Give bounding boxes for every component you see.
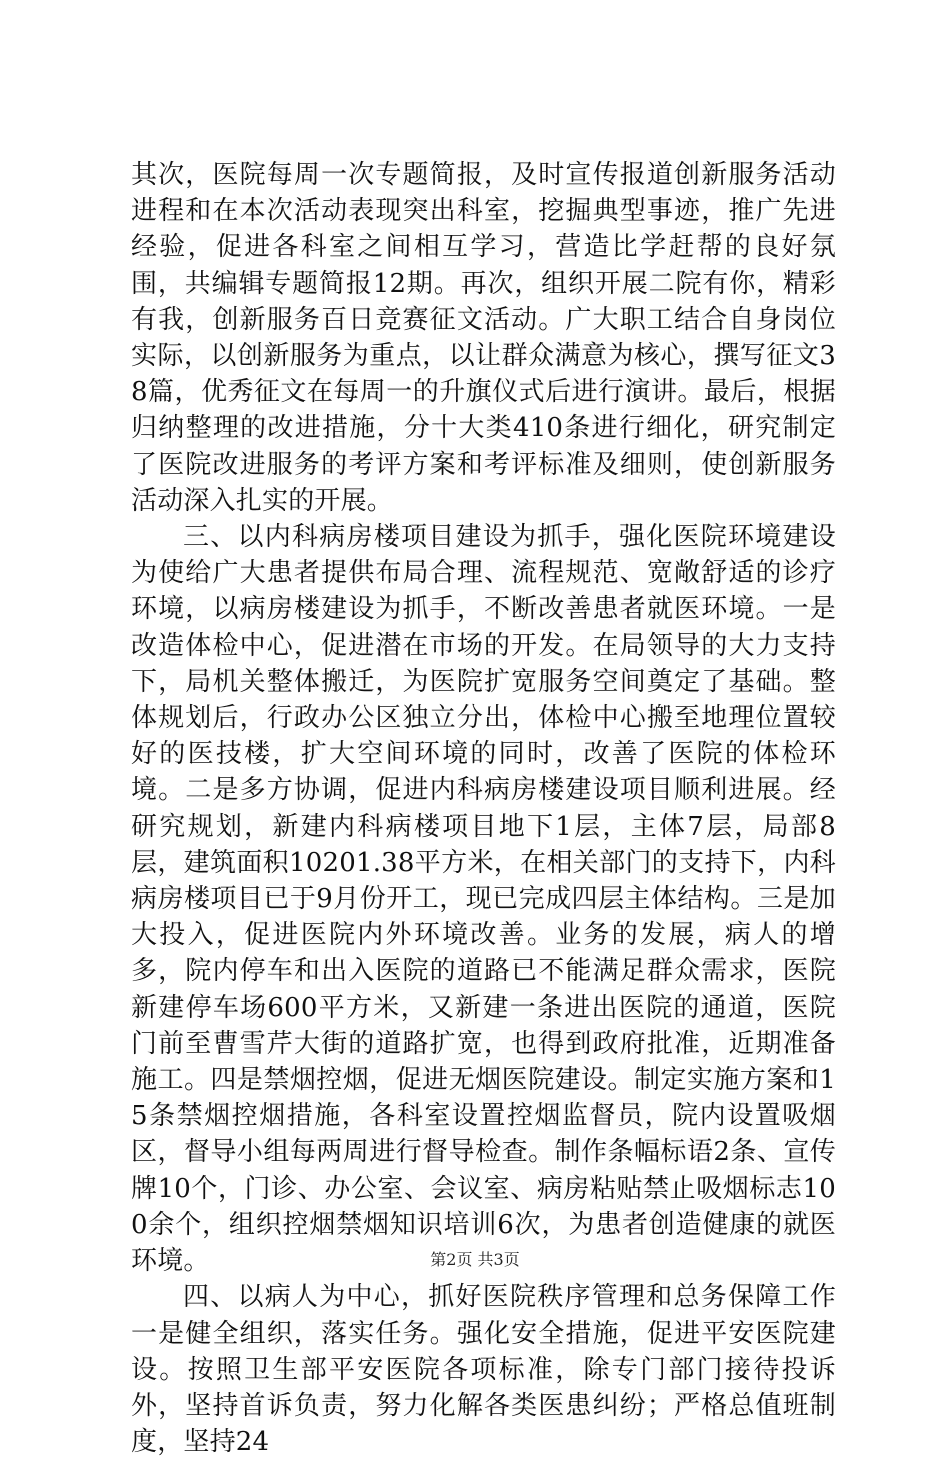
page-footer: 第2页 共3页 <box>430 1250 520 1269</box>
paragraph-3: 四、以病人为中心，抓好医院秩序管理和总务保障工作一是健全组织，落实任务。强化安全措施，促进平安医院建设。按照卫生部平安医院各项标准，除专门部门接待投诉外，坚持首诉负责，努力化解各类医患纠纷；严格总值班制度，坚持24 <box>131 1282 836 1458</box>
paragraph-1: 其次，医院每周一次专题简报，及时宣传报道创新服务活动进程和在本次活动表现突出科室，挖掘典型事迹，推广先进经验，促进各科室之间相互学习，营造比学赶帮的良好氛围，共编辑专题简报12期。再次，组织开展二院有你，精彩有我，创新服务百日竞赛征文活动。广大职工结合自身岗位实际，以创新服务为重点，以让群众满意为核心，撰写征文38篇，优秀征文在每周一的升旗仪式后进行演讲。最后，根据归纳整理的改进措施，分十大类410条进行细化，研究制定了医院改进服务的考评方案和考评标准及细则，使创新服务活动深入扎实的开展。 <box>131 160 836 516</box>
paragraph-2: 三、以内科病房楼项目建设为抓手，强化医院环境建设为使给广大患者提供布局合理、流程规范、宽敞舒适的诊疗环境，以病房楼建设为抓手，不断改善患者就医环境。一是改造体检中心，促进潜在市场的开发。在局领导的大力支持下，局机关整体搬迁，为医院扩宽服务空间奠定了基础。整体规划后，行政办公区独立分出，体检中心搬至地理位置较好的医技楼，扩大空间环境的同时，改善了医院的体检环境。二是多方协调，促进内科病房楼建设项目顺利进展。经研究规划，新建内科病楼项目地下1层，主体7层，局部8层，建筑面积10201.38平方米，在相关部门的支持下，内科病房楼项目已于9月份开工，现已完成四层主体结构。三是加大投入，促进医院内外环境改善。业务的发展，病人的增多，院内停车和出入医院的道路已不能满足群众需求，医院新建停车场600平方米，又新建一条进出医院的通道，医院门前至曹雪芹大街的道路扩宽，也得到政府批准，近期准备施工。四是禁烟控烟，促进无烟医院建设。制定实施方案和15条禁烟控烟措施，各科室设置控烟监督员，院内设置吸烟区，督导小组每两周进行督导检查。制作条幅标语2条、宣传牌10个，门诊、办公室、会议室、病房粘贴禁止吸烟标志100余个，组织控烟禁烟知识培训6次，为患者创造健康的就医环境。 <box>131 522 836 1277</box>
